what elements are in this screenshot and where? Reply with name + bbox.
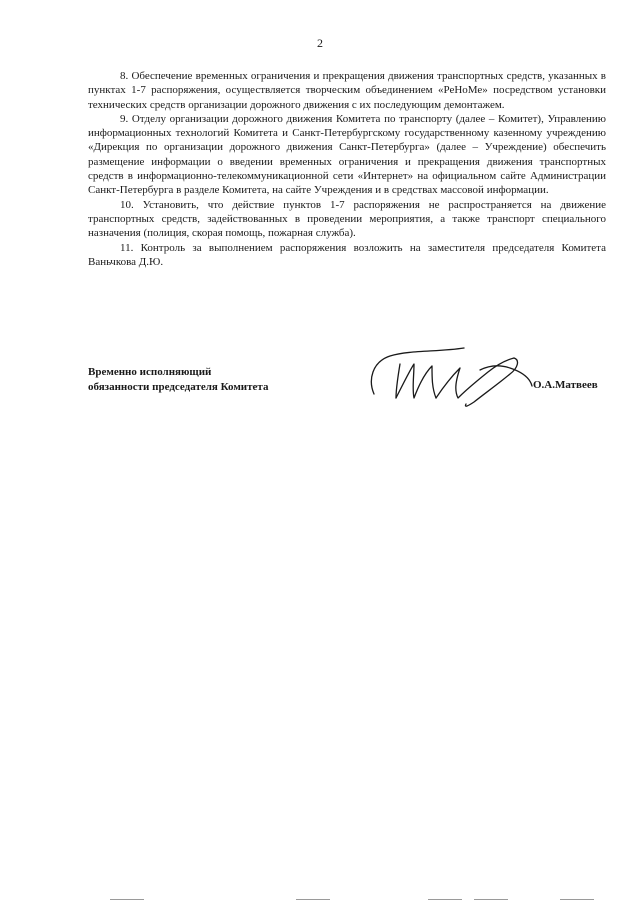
paragraph-10: 10. Установить, что действие пунктов 1-7 распоряжения не распространяется на движение транспортных средств, задействованных в проведении мероприятия, а также транспорт специального назначения (полиция, скорая помощь, пожарная служба). bbox=[88, 198, 606, 240]
scan-edge-mark bbox=[474, 899, 508, 900]
document-body bbox=[88, 69, 606, 269]
scan-edge-mark bbox=[296, 899, 330, 900]
scan-edge-mark bbox=[110, 899, 144, 900]
signatory-position-line2: обязанности председателя Комитета bbox=[88, 380, 269, 393]
paragraph-8: 8. Обеспечение временных ограничения и прекращения движения транспортных средств, указанных в пунктах 1-7 распоряжения, осуществляется творческим объединением «РеНоМе» посредством установки технических средств организации дорожного движения с их последующим демонтажем. bbox=[88, 70, 606, 111]
signatory-position-line1: Временно исполняющий bbox=[88, 366, 212, 378]
scan-edge-mark bbox=[560, 899, 594, 900]
handwritten-signature bbox=[360, 342, 535, 412]
paragraph-11: 11. Контроль за выполнением распоряжения возложить на заместителя председателя Комитета Ваньчкова Д.Ю. bbox=[88, 241, 606, 268]
signatory-position bbox=[88, 365, 268, 394]
scan-edge-mark bbox=[428, 899, 462, 900]
paragraph-9: 9. Отделу организации дорожного движения Комитета по транспорту (далее – Комитет), Управлению информационных технологий Комитета и Санкт-Петербургскому государственному казенному учреждению «Дирекция по организации дорожного движения Санкт-Петербурга» (далее – Учреждение) обеспечить размещение информации о введении временных ограничения и прекращения движения транспортных средств в информационно-телекоммуникационной сети «Интернет» на официальном сайте Администрации Санкт-Петербурга в разделе Комитета, на сайте Учреждения и в средствах массовой информации. bbox=[88, 112, 606, 197]
page-number: 2 bbox=[317, 36, 323, 50]
signatory-name: О.А.Матвеев bbox=[533, 379, 598, 391]
